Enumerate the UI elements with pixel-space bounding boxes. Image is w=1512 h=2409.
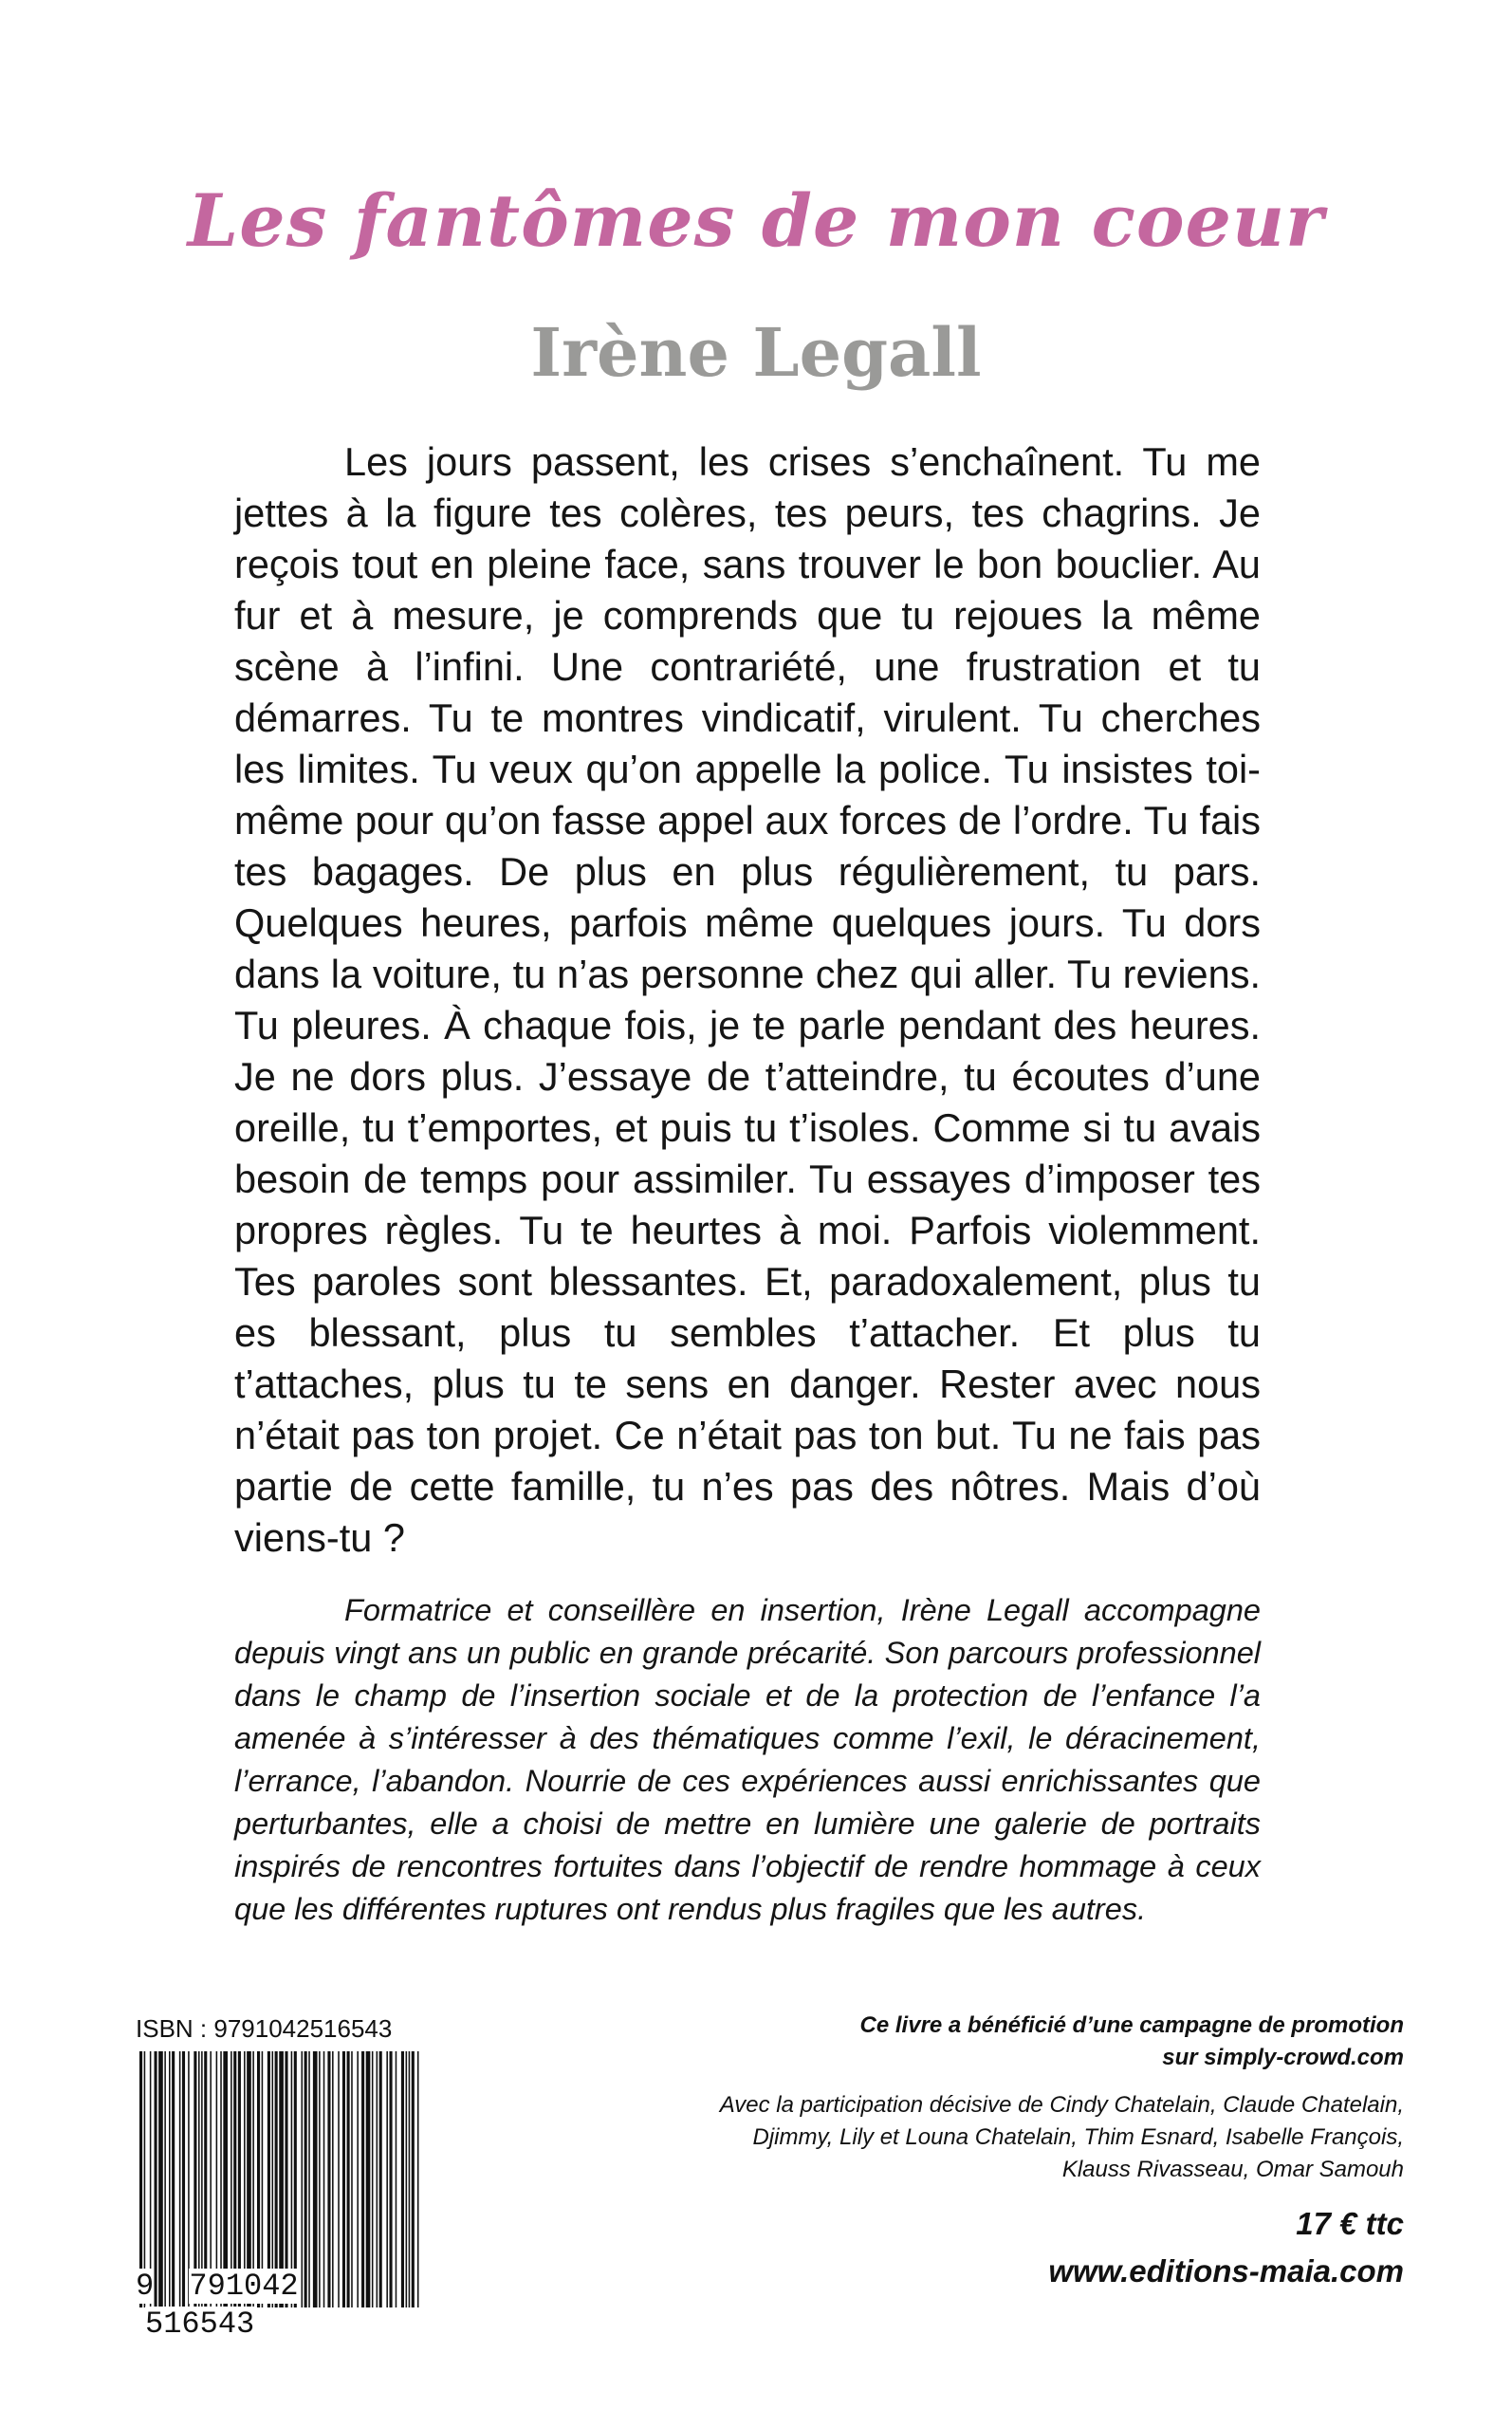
participation-line-2: Djimmy, Lily et Louna Chatelain, Thim Esnard, Isabelle François,	[752, 2124, 1404, 2150]
publisher-website[interactable]: www.editions-maia.com	[1048, 2253, 1404, 2289]
barcode-digits-left: 791042	[189, 2269, 299, 2304]
barcode-digit-first: 9	[136, 2269, 155, 2304]
barcode-digits-right: 516543	[145, 2307, 255, 2342]
participation-line-3: Klauss Rivasseau, Omar Samouh	[1061, 2157, 1404, 2182]
synopsis-text: Les jours passent, les crises s’enchaînent. Tu me jettes à la figure tes colères, tes peurs, tes chagrins. Je reçois tout en pleine face, sans trouver le bon bouclier. Au fur et à mesure, je comprends que tu rejoues la même scène à l’infini. Une contrariété, une frustration et tu démarres. Tu te montres vindicatif, virulent. Tu cherches les limites. Tu veux qu’on appelle la police. Tu insistes toi-même pour qu’on fasse appel aux forces de l’ordre. Tu fais tes bagages. De plus en plus régulièrement, tu pars. Quelques heures, parfois même quelques jours. Tu dors dans la voiture, tu n’as personne chez qui aller. Tu reviens. Tu pleures. À chaque fois, je te parle pendant des heures. Je ne dors plus. J’essaye de t’atteindre, tu écoutes d’une oreille, tu t’emportes, et puis tu t’isoles. Comme si tu avais besoin de temps pour assimiler. Tu essayes d’imposer tes propres règles. Tu te heurtes à moi. Parfois violemment. Tes paroles sont blessantes. Et, paradoxalement, plus tu es blessant, plus tu sembles t’attacher. Et plus tu t’attaches, plus tu te sens en danger. Rester avec nous n’était pas ton projet. Ce n’était pas ton but. Tu ne fais pas partie de cette famille, tu n’es pas des nôtres. Mais d’où viens-tu ?	[234, 439, 1261, 1560]
author-bio: Formatrice et conseillère en insertion, Irène Legall accompagne depuis vingt ans un public en grande précarité. Son parcours professionnel dans le champ de l’insertion sociale et de la protection de l’enfance l’a amenée à s’intéresser à des thématiques comme l’exil, le déracinement, l’errance, l’abandon. Nourrie de ces expériences aussi enrichissantes que perturbantes, elle a choisi de mettre en lumière une galerie de portraits inspirés de rencontres fortuites dans l’objectif de rendre hommage à ceux que les différentes ruptures ont rendus plus fragiles que les autres.	[234, 1593, 1261, 1926]
participation-line-1: Avec la participation décisive de Cindy Chatelain, Claude Chatelain,	[719, 2092, 1404, 2118]
participation-credits	[645, 2089, 1404, 2186]
promo-line-2: sur simply-crowd.com	[1162, 2045, 1404, 2070]
promo-notice	[683, 2010, 1404, 2074]
promo-line-1: Ce livre a bénéficié d’une campagne de promotion	[859, 2012, 1404, 2038]
barcode-digits	[136, 2268, 427, 2344]
price: 17 € ttc	[1296, 2206, 1404, 2241]
author-name: Irène Legall	[530, 313, 982, 392]
book-title: Les fantômes de mon coeur	[187, 178, 1325, 263]
isbn-label: ISBN : 9791042516543	[136, 2014, 393, 2043]
